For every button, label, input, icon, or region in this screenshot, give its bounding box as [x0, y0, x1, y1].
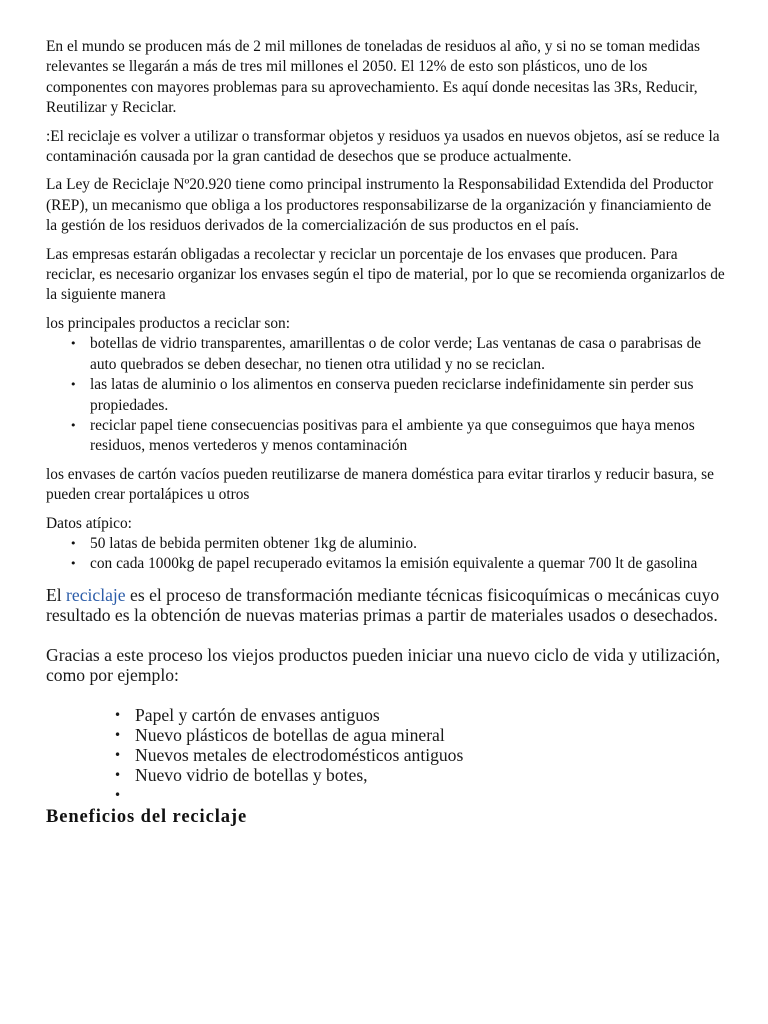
companies-paragraph: Las empresas estarán obligadas a recolectar y reciclar un porcentaje de los envases que producen. Para reciclar, es necesario organizar los envases según el tipo de material, por lo que se recomienda organizarlos de la siguiente manera — [46, 245, 725, 304]
list-item — [46, 705, 726, 725]
products-list — [46, 334, 726, 456]
cardboard-paragraph: los envases de cartón vacíos pueden reutilizarse de manera doméstica para evitar tirarlos y reducir basura, se pueden crear portalápices u otros — [46, 465, 714, 504]
list-item-text: Nuevo plásticos de botellas de agua mineral — [135, 724, 445, 745]
list-item — [46, 765, 726, 785]
bullet-icon: • — [70, 418, 77, 432]
gracias-paragraph: Gracias a este proceso los viejos productos pueden iniciar una nuevo ciclo de vida y utilización, como por ejemplo: — [46, 644, 721, 686]
examples-list — [46, 705, 726, 805]
bullet-icon: • — [114, 787, 122, 802]
bullet-icon: • — [114, 767, 122, 782]
intro-rest: es el proceso de transformación mediante técnicas fisicoquímicas o mecánicas cuyo resultado es la obtención de nuevas materias primas a partir de materiales usados o desechados. — [46, 584, 720, 626]
list-item-text: Papel y cartón de envases antiguos — [135, 704, 380, 725]
bullet-icon: • — [70, 557, 77, 571]
bullet-icon: • — [114, 707, 122, 722]
list-item — [46, 416, 726, 457]
list-item — [46, 745, 726, 765]
list-item — [46, 725, 726, 745]
list-item-text: Nuevos metales de electrodomésticos antiguos — [135, 744, 464, 765]
bullet-icon: • — [70, 337, 77, 351]
list-item-text: reciclar papel tiene consecuencias positivas para el ambiente ya que conseguimos que haya menos residuos, menos vertederos y menos contaminación — [90, 416, 695, 455]
list-item-text: las latas de aluminio o los alimentos en conserva pueden reciclarse indefinidamente sin perder sus propiedades. — [90, 376, 694, 414]
document-page — [46, 37, 726, 828]
list-item — [46, 534, 726, 554]
recycling-definition-paragraph: :El reciclaje es volver a utilizar o transformar objetos y residuos ya usados en nuevos objetos, así se reduce la contaminación causada por la gran cantidad de desechos que se produce actualmente. — [46, 127, 720, 166]
list-item-text: botellas de vidrio transparentes, amarillentas o de color verde; Las ventanas de casa o parabrisas de auto quebrados se deben desechar, no tienen otra utilidad y no se reciclan. — [90, 335, 702, 373]
intro-paragraph: En el mundo se producen más de 2 mil millones de toneladas de residuos al año, y si no se toman medidas relevantes se llegarán a más de tres mil millones el 2050. El 12% de esto son plásticos, uno de los componentes con mayores problemas para su aprovechamiento. Es aquí donde necesitas las 3Rs, Reducir, Reutilizar y Reciclar. — [46, 38, 700, 117]
list-item — [46, 554, 726, 574]
recycling-process-paragraph — [46, 585, 726, 626]
facts-label: Datos atípico: — [46, 514, 132, 532]
facts-list — [46, 534, 726, 575]
bullet-icon: • — [114, 747, 122, 762]
law-paragraph: La Ley de Reciclaje Nº20.920 tiene como principal instrumento la Responsabilidad Extendida del Productor (REP), un mecanismo que obliga a los productores responsabilizarse de la organización y financiamiento de la gestión de los residuos derivados de la comercialización de sus productos en el país. — [46, 176, 714, 235]
list-item — [46, 375, 726, 416]
list-item-text: con cada 1000kg de papel recuperado evitamos la emisión equivalente a quemar 700 lt de gasolina — [90, 555, 698, 573]
list-item-empty — [46, 785, 726, 805]
benefits-heading: Beneficios del reciclaje — [46, 806, 248, 827]
list-item-text: 50 latas de bebida permiten obtener 1kg de aluminio. — [90, 534, 417, 552]
reciclaje-link[interactable]: reciclaje — [66, 584, 126, 605]
products-intro-paragraph: los principales productos a reciclar son: — [46, 314, 291, 332]
list-item-text: Nuevo vidrio de botellas y botes, — [135, 764, 368, 785]
bullet-icon: • — [70, 536, 77, 550]
intro-prefix: El — [46, 584, 67, 605]
bullet-icon: • — [70, 378, 77, 392]
bullet-icon: • — [114, 727, 122, 742]
list-item — [46, 334, 726, 375]
